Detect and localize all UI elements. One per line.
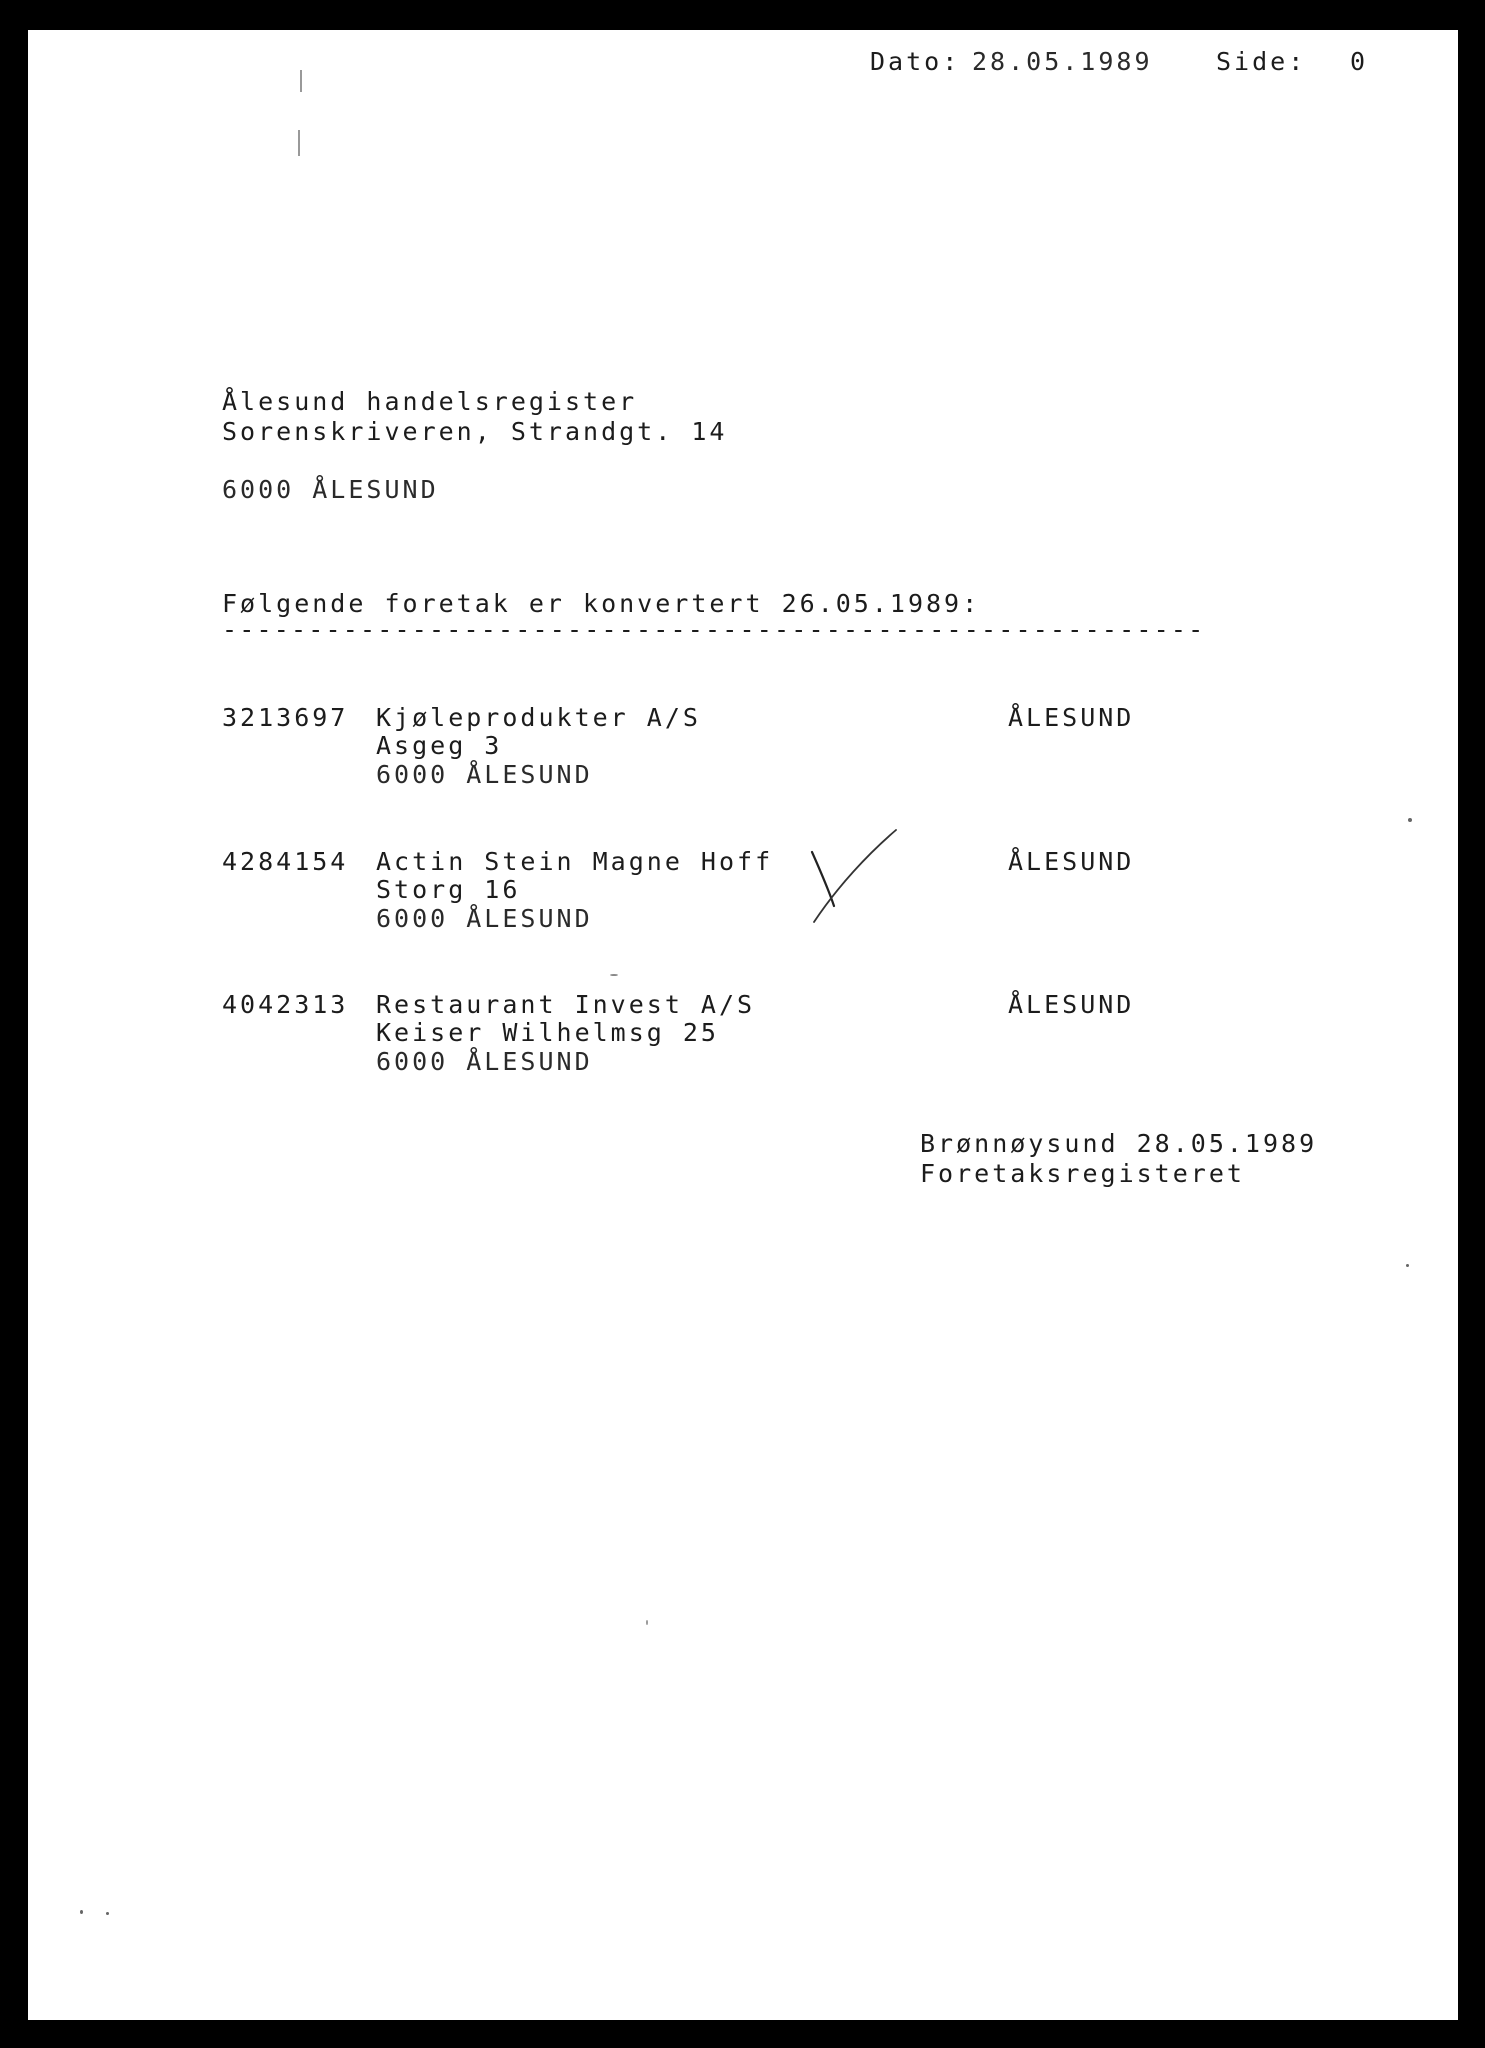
- entry-1-address: Asgeg 3: [376, 731, 503, 760]
- handwritten-x-mark: [798, 818, 908, 928]
- entry-2-name: Actin Stein Magne Hoff: [376, 847, 774, 876]
- recipient-line-1: Ålesund handelsregister: [222, 387, 638, 416]
- heading-rule: ---------------------------------------------------------: [222, 615, 1206, 644]
- entry-3-number: 4042313: [222, 990, 349, 1019]
- scan-speck: [610, 974, 618, 976]
- entry-1-postal: 6000 ÅLESUND: [376, 760, 593, 789]
- signature-place-date: Brønnøysund 28.05.1989: [920, 1129, 1318, 1158]
- recipient-line-3: 6000 ÅLESUND: [222, 475, 439, 504]
- list-heading: Følgende foretak er konvertert 26.05.1989:: [222, 589, 981, 618]
- entry-3-municipality: ÅLESUND: [1008, 990, 1135, 1019]
- scan-speck: [646, 1620, 648, 1625]
- scan-mark: [300, 70, 302, 92]
- date-value: 28.05.1989: [972, 47, 1153, 76]
- scan-speck: [106, 1912, 109, 1915]
- signature-office: Foretaksregisteret: [920, 1159, 1245, 1188]
- scan-speck: [1408, 818, 1412, 822]
- scan-mark: [298, 130, 300, 156]
- recipient-line-2: Sorenskriveren, Strandgt. 14: [222, 417, 728, 446]
- page-number: 0: [1350, 47, 1369, 76]
- page-label: Side:: [1216, 47, 1307, 76]
- entry-2-address: Storg 16: [376, 875, 521, 904]
- entry-1-number: 3213697: [222, 703, 349, 732]
- scan-speck: [80, 1910, 83, 1914]
- entry-2-municipality: ÅLESUND: [1008, 847, 1135, 876]
- document-page: [28, 30, 1458, 2020]
- scan-speck: [1406, 1264, 1409, 1267]
- entry-3-postal: 6000 ÅLESUND: [376, 1047, 593, 1076]
- entry-3-name: Restaurant Invest A/S: [376, 990, 756, 1019]
- date-label: Dato:: [870, 47, 961, 76]
- entry-2-postal: 6000 ÅLESUND: [376, 904, 593, 933]
- entry-2-number: 4284154: [222, 847, 349, 876]
- entry-1-name: Kjøleprodukter A/S: [376, 703, 701, 732]
- entry-3-address: Keiser Wilhelmsg 25: [376, 1018, 719, 1047]
- entry-1-municipality: ÅLESUND: [1008, 703, 1135, 732]
